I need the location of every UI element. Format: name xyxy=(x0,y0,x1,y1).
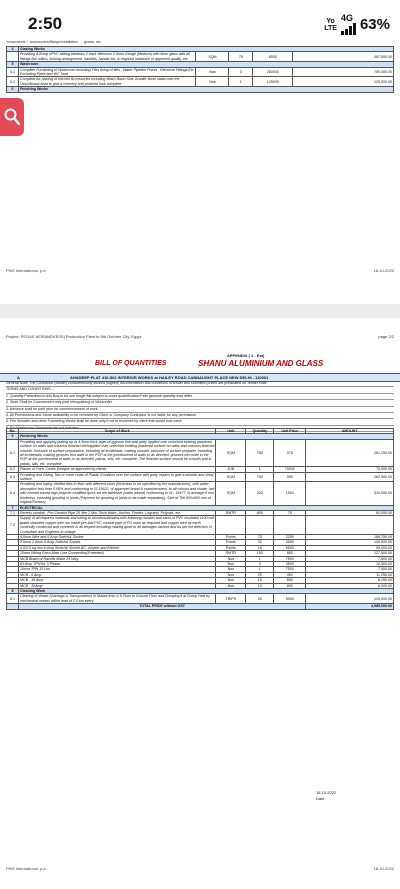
cell-qty: 75 xyxy=(229,52,253,62)
cell-no: 7.1 xyxy=(7,510,19,515)
note-line: 4. All Permissions and Stone availability to be removed by Client or Company Contractor is not liable for any permission xyxy=(6,413,394,419)
cell-unit: Nos xyxy=(196,67,229,77)
cell-description: Supply of all required materials and wiring to circuits/submains with following number and sizes of PVC insulated 1100 volt grade stranded copper wire run inside pre-laid PVC conduit pipe of FG mark as required and copper wire as earth continuity conductor and connects in all respect including making good to all damages caused and as per the direction of Consultant and Engineer-in-charge. xyxy=(19,516,215,534)
cell-section-title: Finishing Works xyxy=(18,87,393,92)
cell-unit-price: 3550 xyxy=(274,540,306,545)
column-header: Unit Price xyxy=(274,429,306,434)
cell-description: Providing and applying putting up to 4-6mm thick layer of gypsum fine wall putty applied over unlocked existing plastered surface on walls and columns finished thickapplied over unlocked existing plastered surface on walls and columns finished smooth. Inclusive of surface preparation, including all incidentals, making smooth, inclusive of surface preparer, including all incidentals, making grooves trim wide in the POP at the junction/end of walls or as directed, grooves trim wide in the POP at the junction/end of walls or as directed, patras, sills, etc. complete. The finished surface should be smooth and in patras, sills, etc. complete. xyxy=(19,439,215,466)
note-line: 1. Quantity Prescribed in this Boq is for one single flat subject to cross quantification Felix genuine quantity may differ xyxy=(6,394,394,400)
cell-no xyxy=(7,604,19,609)
note-line: General Note: The Contractor (Bidder) conscientiously studied (signed) documentation and conditions of tender and submitted prices are predicated on Tender Rate. xyxy=(6,381,394,387)
cell-qty: 15 xyxy=(246,578,274,583)
cell-amount: 281,250.00 xyxy=(306,439,394,466)
cell-unit: Nos xyxy=(216,561,246,566)
table-row xyxy=(7,472,394,482)
page2-footer-right: 18-10-2022 xyxy=(373,866,394,871)
total-label: TOTAL PRICE without GST xyxy=(18,604,305,609)
project-title: AHADEEP PLAT 410-502 INTERIOR WORKS at HAILEY ROAD CANNAUGHT PLACE NEW DELHI - 110001 xyxy=(70,375,269,380)
cell-description: 4.0/2.5 sq mm 6 Amp Switch& Socket AC, Geyser and Kitchen xyxy=(18,545,215,550)
cell-no: 6.1 xyxy=(7,439,19,466)
cell-unit: SQM xyxy=(216,472,246,482)
cell-qty: 1 xyxy=(246,556,274,561)
cell-unit-price: 375 xyxy=(274,439,306,466)
volte-icon: Yo LTE xyxy=(324,17,337,32)
cell-no: 5 xyxy=(7,62,19,67)
status-icons xyxy=(324,14,390,35)
cell-qty: 750 xyxy=(246,439,274,466)
table-row xyxy=(7,482,394,505)
cell-description: MCB - 32Amp xyxy=(18,583,215,588)
cell-amount xyxy=(306,516,394,535)
cell-description: 5.5mm Wire and 6 Amp Switch& Socket xyxy=(18,534,215,539)
cell-unit-price: 850 xyxy=(274,551,306,556)
project-no: A xyxy=(17,375,20,380)
cell-unit: Nos xyxy=(216,578,246,583)
cell-unit: Points xyxy=(216,545,246,550)
table-row xyxy=(7,67,394,77)
cell-section-title: ELECTRICAL xyxy=(18,505,393,510)
cell-unit: Nos xyxy=(216,583,246,588)
table-row xyxy=(7,77,394,87)
cell-unit: Nos xyxy=(216,567,246,572)
cell-description: Complete Furnishing of Washroom including Tiles fixing of tiles , Water Pipeline Points , Electrical Fittings Etc Excluding Pipes and WC Seat xyxy=(18,67,195,77)
cell-description: Providing and Giving Two or more coats of Plastic Emulsion over the surface with putty repairs to give a smooth and shiny surface xyxy=(18,472,215,482)
cell-qty: 1 xyxy=(246,567,274,572)
cell-unit: Nos xyxy=(216,572,246,577)
cell-no: 6.3 xyxy=(7,472,19,482)
cell-no: 6 xyxy=(7,434,19,439)
cell-unit: SQM xyxy=(196,52,229,62)
page1-table xyxy=(6,46,394,93)
page1-footer-right: 18-10-2022 xyxy=(373,268,394,273)
cell-unit-price: 7500 xyxy=(274,567,306,572)
cell-qty: 75 xyxy=(246,534,274,539)
clock: 2:50 xyxy=(28,14,63,33)
cell-unit-price: 550 xyxy=(274,578,306,583)
cell-qty: 3 xyxy=(246,561,274,566)
cell-no: 6.4 xyxy=(7,482,19,505)
cell-unit xyxy=(216,516,246,535)
document-page-1 xyxy=(0,40,400,304)
cell-unit: RMTR xyxy=(216,551,246,556)
cell-qty: 30 xyxy=(246,540,274,545)
cell-qty: 18 xyxy=(246,545,274,550)
column-header: AMOUNT xyxy=(306,429,394,434)
cell-qty: 150 xyxy=(246,551,274,556)
page2-table xyxy=(6,428,394,610)
cell-description: Providing and laying Vitrified tiles in floor with different sizes (thickness to be specified by the manufacturer), with water absorption less than 0.08% and conforming to IS 15622, of approved brand & manufacturers, in all colours and shade, laid with cement based high polymer modified quick set tile adhesive (water based) conforming to IS : 15477, in average 6 mm thickness, including grouting of joints (Payment for grouting of joints to be made separately). Size of Tile 600x600 mm of Kajaria/Somany xyxy=(19,482,215,505)
battery-percent: 63% xyxy=(359,16,390,33)
cell-amount: 125,000.00 xyxy=(293,77,394,87)
cell-description: MCB - 16 Amp xyxy=(18,578,215,583)
cell-section-title: Finishing Works xyxy=(18,434,393,439)
zoom-button[interactable] xyxy=(0,98,24,136)
cell-amount: 106,500.00 xyxy=(306,540,394,545)
cell-unit-price: 5000 xyxy=(274,594,306,604)
cell-description: 2.5mm 2.5mm 6 Amp Switch& Socket xyxy=(18,540,215,545)
cell-section-title: Cleaning Work xyxy=(18,589,393,594)
cell-qty: 750 xyxy=(246,472,274,482)
cell-unit-price: 450 xyxy=(274,572,306,577)
cell-section-title: Glazing Works xyxy=(18,47,393,52)
cell-unit: JOB xyxy=(216,467,246,472)
cell-unit-price: 75000 xyxy=(274,467,306,472)
cell-amount: 8,250.00 xyxy=(306,578,394,583)
cell-description: MCB - 6 Amp xyxy=(18,572,215,577)
cell-description: Providing & fixing UPVC sliding windows 2 track Minimum 2.5mm Gauge (Medium) with 6mm glass with all fittings like rollers, locking arrangement, handles, handle etc. & required hardware of approved quality, etc. xyxy=(18,52,195,62)
cell-amount: 310,000.00 xyxy=(306,482,394,505)
cell-description: Plaster of Paris Cornis Designs as approved by clients xyxy=(18,467,215,472)
cell-amount: 750,000.00 xyxy=(293,67,394,77)
page2-header-right: page 2/2 xyxy=(378,334,394,339)
cell-unit-price: 350 xyxy=(274,472,306,482)
cell-unit: Nos xyxy=(216,556,246,561)
cell-description: Complete fur-nishing of Kitchen Accessories including Wash Basin Sink Granite stone slabs over the Ussurlboard Area to give a chimney and polished look complete xyxy=(18,77,195,87)
cell-amount: 7,500.00 xyxy=(306,556,394,561)
cell-amount: 11,250.00 xyxy=(306,572,394,577)
cell-amount: 127,500.00 xyxy=(306,551,394,556)
cell-unit-price: 2250 xyxy=(274,534,306,539)
sign-date: 18.10.2022 xyxy=(316,790,337,795)
cell-unit: Nos xyxy=(196,77,229,87)
cell-unit: RMTR xyxy=(216,510,246,515)
cell-no: 8.1 xyxy=(7,594,19,604)
cell-no xyxy=(7,52,19,62)
cell-unit-price: 850 xyxy=(274,583,306,588)
cell-no: 5.1 xyxy=(7,67,19,77)
cell-description: Recess conduit , Pvc Conduit Pipe 25 Mm 2 Mm Thick Make- Anchor, Finolex, Legrand, Polycab, etc. xyxy=(18,510,215,515)
cell-no: 8 xyxy=(7,589,19,594)
cell-unit-price: 125000 xyxy=(253,77,293,87)
search-icon xyxy=(4,108,20,126)
cell-qty xyxy=(246,516,274,535)
sign-label: Date xyxy=(316,796,325,801)
column-header: Quantity xyxy=(246,429,274,434)
cell-unit-price: 1550 xyxy=(274,482,306,505)
cell-unit: Points xyxy=(216,540,246,545)
cell-amount: 99,000.00 xyxy=(306,545,394,550)
cell-qty: 1 xyxy=(246,467,274,472)
cell-amount: 262,500.00 xyxy=(306,472,394,482)
table-row xyxy=(7,516,394,535)
table-row xyxy=(7,52,394,62)
total-row xyxy=(7,604,394,609)
cell-unit: SQM xyxy=(216,482,246,505)
table-row xyxy=(7,594,394,604)
cell-amount: 60,000.00 xyxy=(306,510,394,515)
cell-amount: 10,500.00 xyxy=(306,561,394,566)
cell-amount: 8,500.00 xyxy=(306,583,394,588)
cell-unit-price xyxy=(274,516,306,535)
table-row xyxy=(7,439,394,466)
cell-unit: SQM xyxy=(216,439,246,466)
note-line: 5. Fire Wooden and other Furnishing Works shall be done only if not is rendered by client that would cost extra xyxy=(6,419,394,425)
cell-unit-price: 6500 xyxy=(253,52,293,62)
boq-title: BILL OF QUANTITIES xyxy=(95,360,167,367)
appendix-label: APPENDIX ( 1 - Est) xyxy=(227,353,265,358)
cell-amount: 125,000.00 xyxy=(306,594,394,604)
column-header: No. xyxy=(7,429,19,434)
cell-description: 16mm TPN 10 Ltrs xyxy=(18,567,215,572)
cell-no: 7 xyxy=(7,505,19,510)
cell-unit-price: 5500 xyxy=(274,545,306,550)
cell-amount: 168,750.00 xyxy=(306,534,394,539)
column-header: Unit xyxy=(216,429,246,434)
cell-qty: 800 xyxy=(246,510,274,515)
cell-amount: 75,000.00 xyxy=(306,467,394,472)
firm-name: SHANU ALUMINIUM AND GLASS xyxy=(198,359,324,368)
cell-no: 6.2 xyxy=(7,467,19,472)
page2-header-left: Project: PEGAS NORANDVESSI Production Plant in 6th October City, Egypt xyxy=(6,334,142,339)
signal-icon: 4G xyxy=(341,14,356,35)
note-line: TERMS AND CONDITIONS :- xyxy=(6,387,394,393)
note-line: 3. Advance shall be paid prior for commencement of work xyxy=(6,407,394,413)
note-line: 6. For Washroom Chinaware are not included xyxy=(6,426,394,432)
cell-unit: Points xyxy=(216,534,246,539)
section-row xyxy=(7,87,394,92)
cell-description: MCB Board of Havells Make 24 Way xyxy=(18,556,215,561)
cell-qty: 200 xyxy=(246,482,274,505)
cell-no: 7.2 xyxy=(7,516,19,535)
cell-qty: 3 xyxy=(229,67,253,77)
cell-no: 4 xyxy=(7,47,19,52)
cell-unit-price: 250000 xyxy=(253,67,293,77)
cell-description: 63 Amp TPN for 3 Phase xyxy=(18,561,215,566)
cell-no: 5.2 xyxy=(7,77,19,87)
document-page-2 xyxy=(0,318,400,889)
total-amount: 4,985,000.00 xyxy=(306,604,394,609)
page1-top-text: components + accessories/fittings/installation ..., grouts, etc. xyxy=(6,40,102,44)
cell-qty: 1 xyxy=(229,77,253,87)
cell-unit-price: 75 xyxy=(274,510,306,515)
note-line: 2. Work Shall be Commenced only post relinquishing of Workorder xyxy=(6,400,394,406)
cell-amount: 487,500.00 xyxy=(293,52,394,62)
cell-qty: 10 xyxy=(246,583,274,588)
cell-amount: 7,500.00 xyxy=(306,567,394,572)
cell-unit-price: 7500 xyxy=(274,556,306,561)
status-bar xyxy=(0,0,400,44)
cell-unit-price: 3500 xyxy=(274,561,306,566)
page2-footer-left: PNG International, p.a. xyxy=(6,866,47,871)
terms-and-conditions xyxy=(6,381,394,432)
column-header: Scope of Work xyxy=(18,429,215,434)
cell-no: 6 xyxy=(7,87,19,92)
cell-description: Clearing of Waste (Garbage & Transportation of Malwa from 4-5 Floor to Ground Floor and Dumping it at Dump Yard by mechanical means within lead of 2.5 km every xyxy=(18,594,215,604)
cell-description: 10mm Wiring Extra Main Line Connection(If needed) xyxy=(18,551,215,556)
cell-qty: 25 xyxy=(246,594,274,604)
cell-section-title: Washroom xyxy=(18,62,393,67)
cell-unit: TRIPS xyxy=(216,594,246,604)
page1-footer-left: PNG International, p.a. xyxy=(6,268,47,273)
cell-qty: 25 xyxy=(246,572,274,577)
